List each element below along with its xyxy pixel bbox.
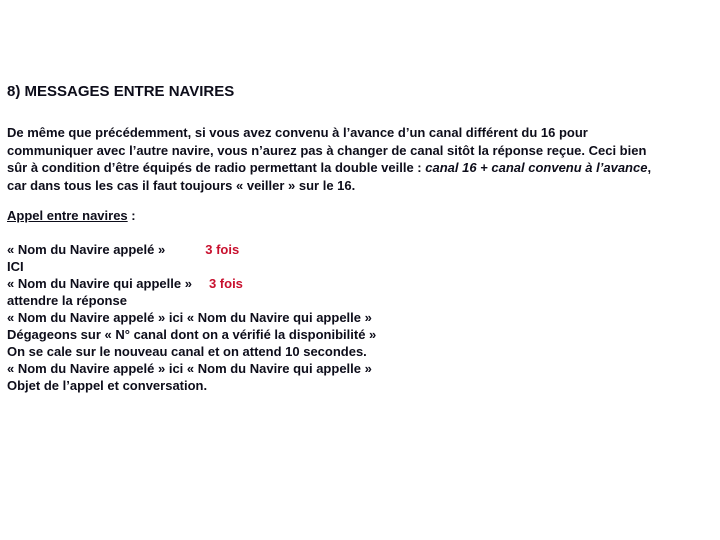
step-1	[7, 241, 376, 258]
section-title: 8) MESSAGES ENTRE NAVIRES	[7, 83, 235, 100]
intro-line-4: car dans tous les cas il faut toujours « veiller » sur le 16.	[7, 177, 356, 193]
step-8: « Nom du Navire appelé » ici « Nom du Navire qui appelle »	[7, 361, 372, 376]
intro-line-3-text: sûr à condition d’être équipés de radio permettant la double veille :	[7, 160, 426, 175]
step-4: attendre la réponse	[7, 293, 127, 308]
document-page	[7, 0, 713, 540]
step-7: On se cale sur le nouveau canal et on attend 10 secondes.	[7, 344, 367, 359]
step-3-count: 3 fois	[208, 276, 243, 291]
step-1-text: « Nom du Navire appelé »	[7, 242, 166, 257]
step-3-text: « Nom du Navire qui appelle »	[7, 276, 192, 291]
step-1-count: 3 fois	[205, 242, 240, 257]
appel-heading-suffix: :	[127, 208, 136, 223]
appel-steps	[7, 241, 376, 394]
intro-paragraph	[7, 124, 713, 194]
appel-heading	[7, 207, 136, 224]
intro-line-3-italic: canal 16 + canal convenu à l’avance	[425, 160, 648, 175]
step-6: Dégageons sur « N° canal dont on a vérifié la disponibilité »	[7, 327, 377, 342]
step-2: ICI	[7, 259, 24, 274]
intro-line-2: communiquer avec l’autre navire, vous n’aurez pas à changer de canal sitôt la réponse reçue. Ceci bien	[7, 142, 647, 158]
intro-line-3-end: ,	[647, 160, 652, 175]
intro-line-1: De même que précédemment, si vous avez convenu à l’avance d’un canal différent du 16 pour	[7, 125, 588, 140]
step-3	[7, 275, 376, 292]
step-5: « Nom du Navire appelé » ici « Nom du Navire qui appelle »	[7, 310, 372, 325]
intro-line-3	[7, 159, 713, 177]
appel-heading-text: Appel entre navires	[7, 208, 128, 223]
step-9: Objet de l’appel et conversation.	[7, 378, 208, 393]
